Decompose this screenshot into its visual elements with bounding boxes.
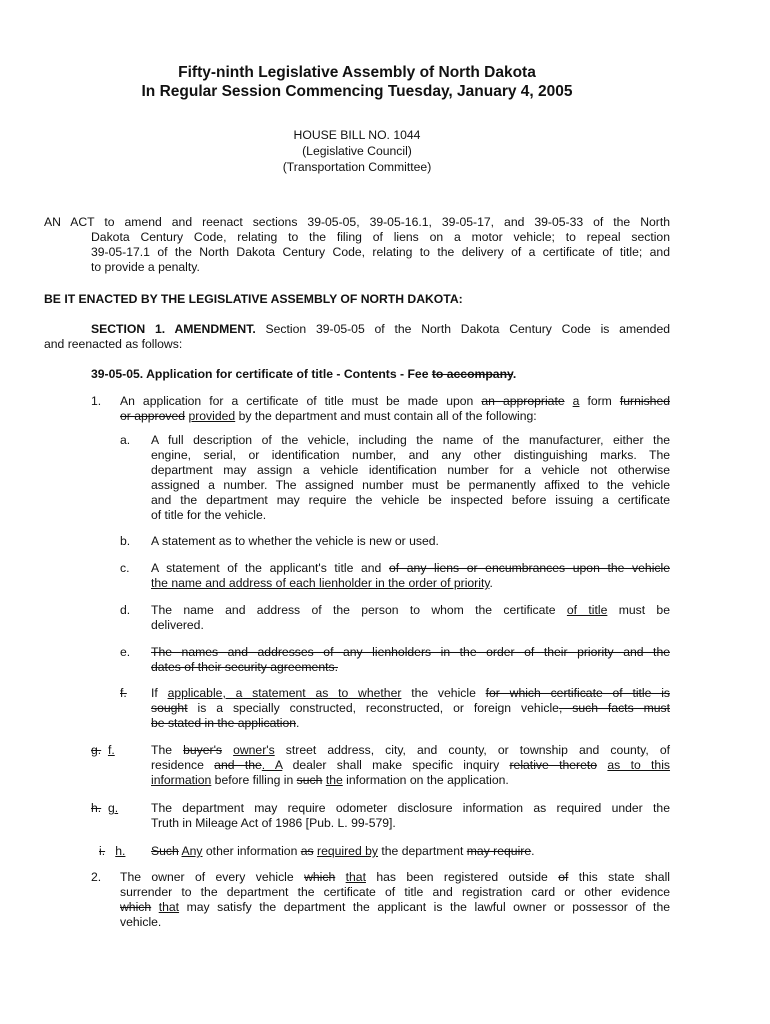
sub-g-line-1: The buyer's owner's street address, city, and county, or township and county, of — [151, 743, 670, 757]
sub-g-line-2: residence and the. A dealer shall make specific inquiry relative thereto as to this — [151, 758, 671, 772]
statute-heading: 39-05-05. Application for certificate of title - Contents - Fee to accompany. — [91, 367, 517, 381]
act-line-1: AN ACT to amend and reenact sections 39-05-05, 39-05-16.1, 39-05-17, and 39-05-33 of the North — [44, 215, 670, 229]
section-1-line-1: SECTION 1. AMENDMENT. Section 39-05-05 of the North Dakota Century Code is amended — [91, 322, 671, 336]
sub-a-line-5: and the department may require the vehicle be inspected before issuing a certificate — [151, 493, 670, 507]
sub-f-line-3: be stated in the application. — [151, 716, 300, 730]
bill-number: HOUSE BILL NO. 1044 — [293, 128, 421, 142]
item-2-number: 2. — [91, 870, 102, 884]
sub-i-line-1: Such Any other information as required by the department may require. — [151, 844, 535, 858]
enacting-clause: BE IT ENACTED BY THE LEGISLATIVE ASSEMBLY OF NORTH DAKOTA: — [44, 292, 463, 306]
sub-f-label: f. — [120, 686, 127, 700]
item-1-line-1: An application for a certificate of title must be made upon an appropriate a form furnished — [120, 394, 670, 408]
sub-c-line-2: the name and address of each lienholder in the order of priority. — [151, 576, 493, 590]
item-1-number: 1. — [91, 394, 102, 408]
session-title: In Regular Session Commencing Tuesday, January 4, 2005 — [141, 83, 573, 100]
item-2-line-1: The owner of every vehicle which that has been registered outside of this state shall — [120, 870, 670, 884]
sub-b-line-1: A statement as to whether the vehicle is new or used. — [151, 534, 439, 548]
act-line-2: Dakota Century Code, relating to the filing of liens on a motor vehicle; to repeal section — [91, 230, 670, 244]
sub-d-label: d. — [120, 603, 131, 617]
item-2-line-4: vehicle. — [120, 915, 162, 929]
sub-a-line-4: assigned a number. The assigned number must be permanently affixed to the vehicle — [151, 478, 670, 492]
sub-d-line-2: delivered. — [151, 618, 204, 632]
sub-e-label: e. — [120, 645, 131, 659]
sub-f-line-2: sought is a specially constructed, reconstructed, or foreign vehicle, such facts must — [151, 701, 670, 715]
sub-f-line-1: If applicable, a statement as to whether the vehicle for which certificate of title is — [151, 686, 670, 700]
sub-h-line-1: The department may require odometer disclosure information as required under the — [151, 801, 670, 815]
item-1-line-2: or approved provided by the department and must contain all of the following: — [120, 409, 537, 423]
sub-a-line-1: A full description of the vehicle, including the name of the manufacturer, either the — [151, 433, 670, 447]
act-line-3: 39-05-17.1 of the North Dakota Century Code, relating to the delivery of a certificate of title; and — [91, 245, 670, 259]
sub-c-line-1: A statement of the applicant's title and of any liens or encumbrances upon the vehicle — [151, 561, 670, 575]
sub-c-label: c. — [120, 561, 130, 575]
section-1-line-2: and reenacted as follows: — [44, 337, 183, 351]
item-2-line-3: which that may satisfy the department the applicant is the lawful owner or possessor of the — [120, 900, 670, 914]
sub-h-label: h. g. — [91, 801, 119, 815]
act-line-4: to provide a penalty. — [91, 260, 200, 274]
sponsor-legislative-council: (Legislative Council) — [302, 144, 412, 158]
sub-e-line-1: The names and addresses of any lienholders in the order of their priority and the — [151, 645, 670, 659]
sub-a-line-6: of title for the vehicle. — [151, 508, 267, 522]
sponsor-transportation-committee: (Transportation Committee) — [282, 160, 432, 174]
sub-a-label: a. — [120, 433, 131, 447]
assembly-title: Fifty-ninth Legislative Assembly of North Dakota — [178, 64, 536, 81]
sub-g-line-3: information before filling in such the information on the application. — [151, 773, 509, 787]
sub-d-line-1: The name and address of the person to whom the certificate of title must be — [151, 603, 670, 617]
sub-a-line-3: department may assign a vehicle identification number for a vehicle not otherwise — [151, 463, 670, 477]
sub-b-label: b. — [120, 534, 131, 548]
item-2-line-2: surrender to the department the certificate of title and registration card or other evidence — [120, 885, 670, 899]
sub-g-label: g. f. — [91, 743, 115, 757]
section-1-heading: SECTION 1. AMENDMENT. — [91, 322, 256, 336]
sub-h-line-2: Truth in Mileage Act of 1986 [Pub. L. 99-579]. — [151, 816, 396, 830]
sub-e-line-2: dates of their security agreements. — [151, 660, 338, 674]
sub-a-line-2: engine, serial, or identification number, and any other distinguishing marks. The — [151, 448, 670, 462]
sub-i-label: i. h. — [99, 844, 126, 858]
